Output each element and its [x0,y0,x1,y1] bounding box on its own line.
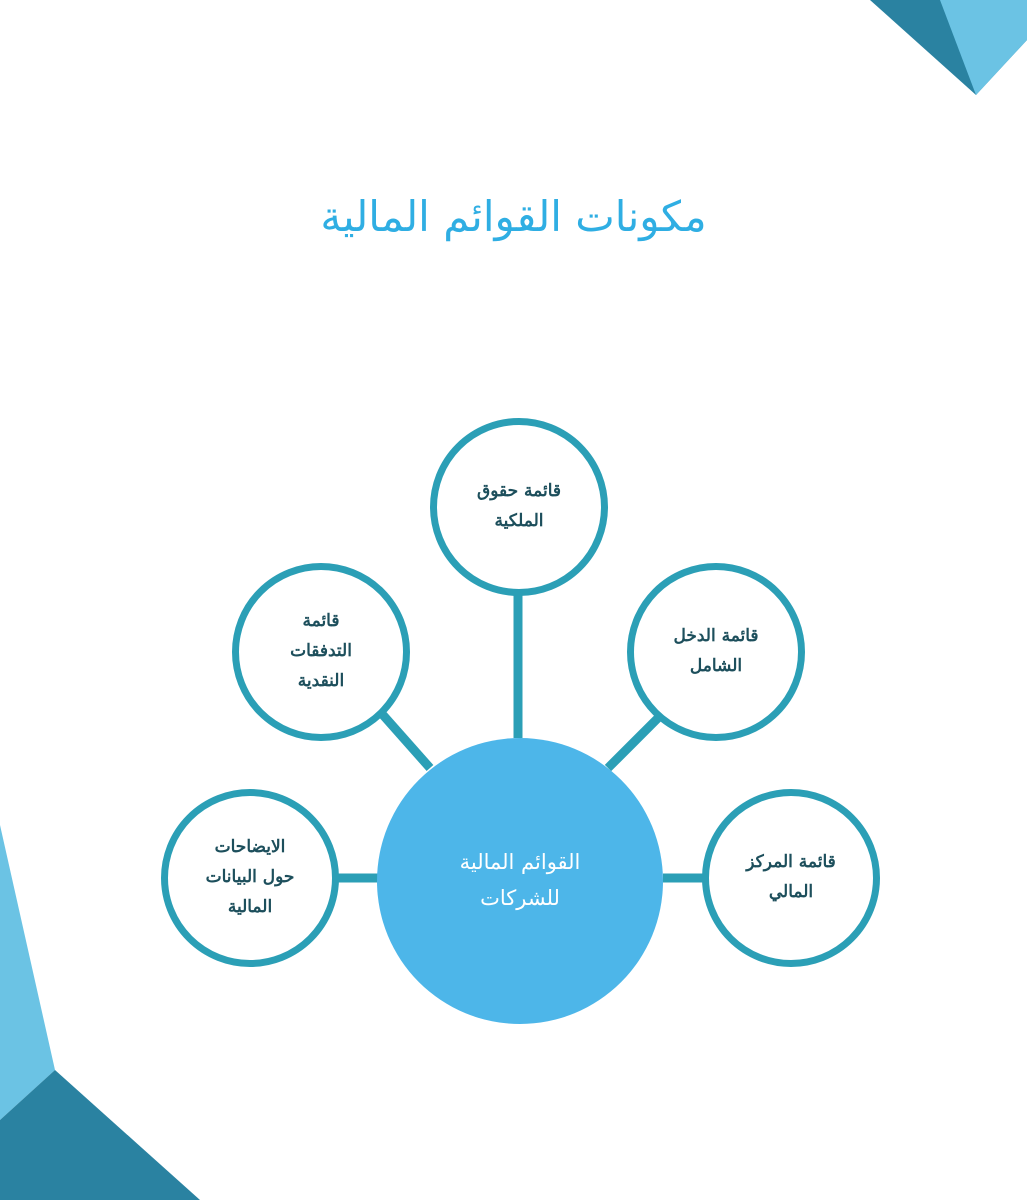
node-financial-position-line1: قائمة المركز [746,852,836,873]
connector-cash-flows [383,715,430,768]
node-cash-flows-line1: قائمة [302,611,340,632]
page-title: مكونات القوائم المالية [320,192,707,241]
center-node-line2: للشركات [480,886,560,910]
node-equity-line1: قائمة حقوق [477,481,561,502]
node-comprehensive-income-line2: الشامل [689,656,743,676]
node-notes-line1: الايضاحات [214,837,286,858]
center-node-company-financial-statements [377,738,663,1024]
node-notes-to-financial-statements [161,789,339,967]
node-notes-line3: المالية [227,896,273,917]
node-financial-position-statement [702,789,880,967]
node-equity-statement [430,418,608,596]
node-comprehensive-income-line1: قائمة الدخل [673,626,759,647]
node-equity-line2: الملكية [494,511,544,531]
node-financial-position-line2: المالي [768,882,814,902]
node-comprehensive-income-statement [627,563,805,741]
center-node-line1: القوائم المالية [459,850,581,875]
connector-comprehensive-income [608,716,660,768]
node-cash-flows-statement [232,563,410,741]
node-cash-flows-line3: النقدية [297,670,345,691]
node-cash-flows-line2: التدفقات [290,641,352,662]
node-notes-line2: حول البيانات [205,867,295,888]
